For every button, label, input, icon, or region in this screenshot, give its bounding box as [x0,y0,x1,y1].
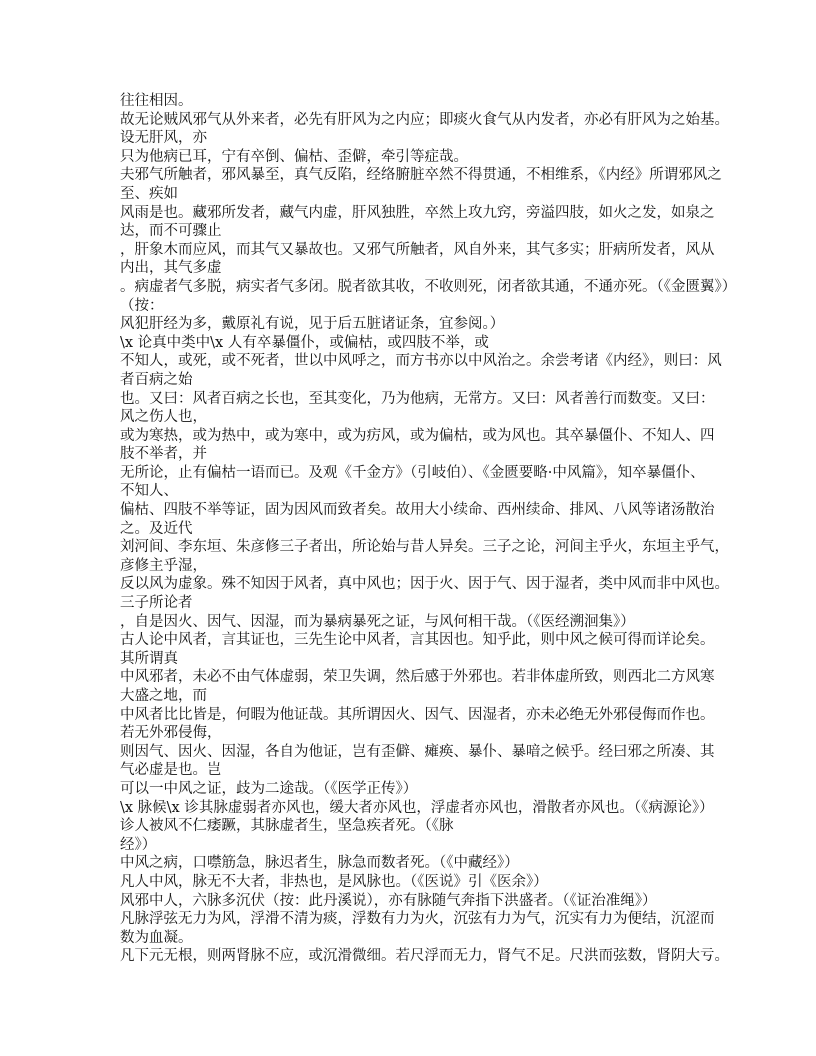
text-line: ，自是因火、因气、因湿，而为暴病暴死之证，与风何相干哉。（《医经溯洄集》） [120,613,635,630]
text-line: ，肝象木而应风，而其气又暴故也。又邪气所触者，风自外来，其气多实；肝病所发者，风从 [120,241,715,258]
text-line: （按： [120,297,164,314]
text-line: \x 脉候\x 诊其脉虚弱者亦风也，缓大者亦风也，浮虚者亦风也，滑散者亦风也。（《病源论》） [120,799,714,816]
text-line: 不知人，或死，或不死者，世以中风呼之，而方书亦以中风治之。余尝考诸《内经》，则曰：风 [120,353,722,370]
text-line: 不知人、 [120,483,178,500]
text-line: 诊人被风不仁痿蹶，其脉虚者生，坚急疾者死。（《脉 [120,818,454,835]
text-line: 至、疾如 [120,185,178,202]
text-line: 夫邪气所触者，邪风暴至，真气反陷，经络腑脏卒然不得贯通，不相维系，《内经》所谓邪风之 [120,167,722,184]
text-line: 凡人中风，脉无不大者，非热也，是风脉也。（《医说》引《医余》） [120,873,548,890]
text-line: 反以风为虚象。殊不知因于风者，真中风也；因于火、因于气、因于湿者，类中风而非中风也。 [120,576,729,593]
text-line: 设无肝风，亦 [120,130,207,147]
text-line: 古人论中风者，言其证也，三先生论中风者，言其因也。知乎此，则中风之候可得而详论矣。 [120,632,715,649]
text-line: 经》） [120,836,157,853]
text-line: 无所论，止有偏枯一语而已。及观《千金方》（引岐伯）、《金匮要略·中风篇》，知卒暴僵仆、 [120,464,705,481]
text-line: 者百病之始 [120,371,193,388]
text-line: 也。又曰：风者百病之长也，至其变化，乃为他病，无常方。又曰：风者善行而数变。又曰： [120,390,715,407]
text-line: 风犯肝经为多，戴原礼有说，见于后五脏诸证条，宜参阅。） [120,316,505,333]
text-line: 中风邪者，未必不由气体虚弱，荣卫失调，然后感于外邪也。若非体虚所致，则西北二方风寒 [120,669,715,686]
text-line: 风之伤人也， [120,409,207,426]
document-page [120,92,737,966]
text-line: 刘河间、李东垣、朱彦修三子者出，所论始与昔人异矣。三子之论，河间主乎火，东垣主乎气， [120,539,729,556]
text-line: 或为寒热，或为热中，或为寒中，或为疠风，或为偏枯，或为风也。其卒暴僵仆、不知人、四 [120,427,715,444]
text-line: 肢不举者，并 [120,446,207,463]
text-line: 数为血凝。 [120,929,193,946]
text-line: 三子所论者 [120,595,193,612]
text-line: 凡下元无根，则两肾脉不应，或沉滑微细。若尺浮而无力，肾气不足。尺洪而弦数，肾阴大亏。 [120,948,729,965]
text-line: 。病虚者气多脱，病实者气多闭。脱者欲其收，不收则死，闭者欲其通，不通亦死。（《金匮翼》） [120,278,737,295]
text-line: 之。及近代 [120,520,193,537]
text-line: 可以一中风之证，歧为二途哉。（《医学正传》） [120,780,418,797]
text-line: 中风之病，口噤筋急，脉迟者生，脉急而数者死。（《中藏经》） [120,855,519,872]
text-line: 达，而不可骤止 [120,223,222,240]
text-line: 偏枯、四肢不举等证，固为因风而致者矣。故用大小续命、西州续命、排风、八风等诸汤散治 [120,502,715,519]
text-line: 气必虚是也。岂 [120,762,222,779]
text-line: 凡脉浮弦无力为风，浮滑不清为痰，浮数有力为火，沉弦有力为气，沉实有力为便结，沉涩而 [120,911,715,928]
text-line: 大盛之地，而 [120,688,207,704]
text-line: 只为他病已耳，宁有卒倒、偏枯、歪僻，牵引等症哉。 [120,148,468,165]
text-line: 彦修主乎湿， [120,557,207,574]
text-line: 则因气、因火、因湿，各自为他证，岂有歪僻、瘫痪、暴仆、暴喑之候乎。经曰邪之所凑、其 [120,743,715,760]
text-line: 故无论贼风邪气从外来者，必先有肝风为之内应；即痰火食气从内发者，亦必有肝风为之始基。 [120,111,729,128]
text-line: 风邪中人，六脉多沉伏（按：此丹溪说），亦有脉随气奔指下洪盛者。（《证治准绳》） [120,892,657,909]
text-line: 内出，其气多虚 [120,260,222,277]
text-line: 其所谓真 [120,650,178,667]
text-line: 中风者比比皆是，何暇为他证哉。其所谓因火、因气、因湿者，亦未必绝无外邪侵侮而作也。 [120,706,715,723]
text-line: \x 论真中类中\x 人有卒暴僵仆，或偏枯，或四肢不举，或 [120,334,489,351]
text-line: 若无外邪侵侮， [120,725,222,742]
text-line: 风雨是也。藏邪所发者，藏气内虚，肝风独胜，卒然上攻九窍，旁溢四肢，如火之发，如泉之 [120,204,715,221]
text-line: 往往相因。 [120,93,193,109]
